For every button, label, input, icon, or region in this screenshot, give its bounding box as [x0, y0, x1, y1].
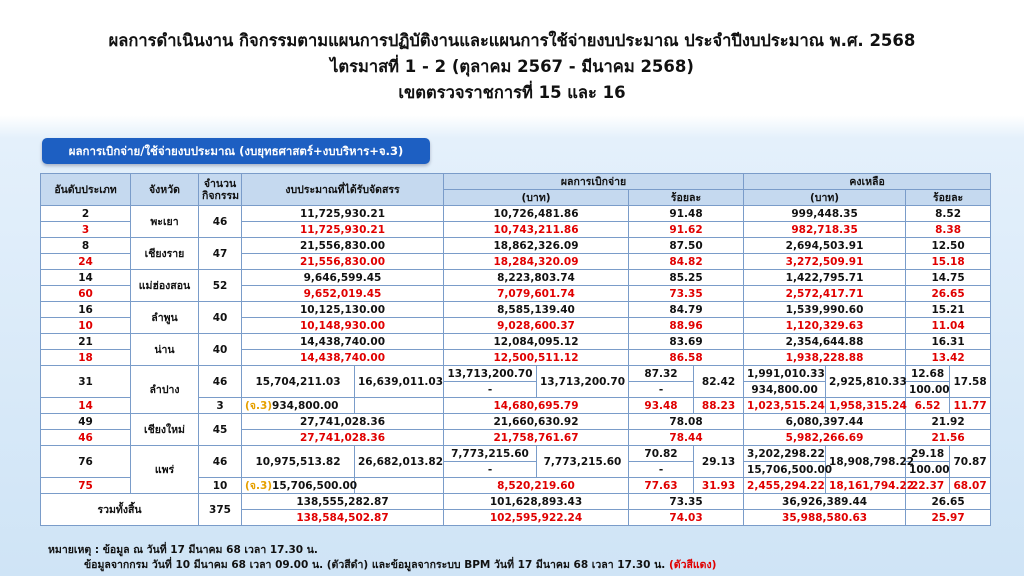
remaining-cell: 2,572,417.71	[744, 286, 906, 302]
disbursed-cell: 7,773,215.60	[444, 446, 537, 462]
remaining-cell: 1,422,795.71	[744, 270, 906, 286]
header-disb-baht: (บาท)	[444, 190, 629, 206]
remaining-cell: 1,120,329.63	[744, 318, 906, 334]
budget-cell: 138,555,282.87	[242, 494, 444, 510]
header-activities: จำนวนกิจกรรม	[199, 174, 242, 206]
page-title: ผลการดำเนินงาน กิจกรรมตามแผนการปฏิบัติงานและแผนการใช้จ่ายงบประมาณ ประจำปีงบประมาณ พ.ศ. 2568	[108, 31, 916, 50]
remaining-percent-total-cell: 70.87	[950, 446, 991, 478]
remaining-percent-cell: 25.97	[906, 510, 991, 526]
table-row	[41, 366, 991, 382]
disbursed-percent-total-cell: 29.13	[694, 446, 744, 478]
rank-cell: 3	[41, 222, 131, 238]
budget-cell: 14,438,740.00	[242, 334, 444, 350]
disbursed-percent-cell: 91.62	[629, 222, 744, 238]
disbursed-percent-cell: 84.79	[629, 302, 744, 318]
total-label: รวมทั้งสิ้น	[41, 494, 199, 526]
remaining-percent-total-cell: 17.58	[950, 366, 991, 398]
disbursed-cell: 7,079,601.74	[444, 286, 629, 302]
province-cell: เชียงราย	[131, 238, 199, 270]
remaining-percent-cell: 21.56	[906, 430, 991, 446]
header-rank: อันดับประเภท	[41, 174, 131, 206]
title-block	[0, 28, 1024, 106]
rank-cell: 31	[41, 366, 131, 398]
remaining-percent-cell: 11.04	[906, 318, 991, 334]
remaining-total-cell: 2,925,810.33	[826, 366, 906, 398]
disbursed-cell: 102,595,922.24	[444, 510, 629, 526]
rank-cell: 16	[41, 302, 131, 318]
disbursed-cell: 10,726,481.86	[444, 206, 629, 222]
remaining-cell: 2,455,294.22	[744, 478, 826, 494]
header-budget: งบประมาณที่ได้รับจัดสรร	[242, 174, 444, 206]
remaining-cell: 5,982,266.69	[744, 430, 906, 446]
disbursed-percent-total-cell: 31.93	[694, 478, 744, 494]
activity-count-cell: 46	[199, 366, 242, 398]
activity-count-cell: 40	[199, 302, 242, 334]
disbursed-total-cell: 7,773,215.60	[537, 446, 629, 478]
remaining-cell: 2,354,644.88	[744, 334, 906, 350]
remaining-total-cell: 1,958,315.24	[826, 398, 906, 414]
budget-cell: 21,556,830.00	[242, 238, 444, 254]
rank-cell: 60	[41, 286, 131, 302]
section-label-button[interactable]: ผลการเบิกจ่าย/ใช้จ่ายงบประมาณ (งบยุทธศาสตร์+งบบริหาร+จ.3)	[42, 138, 430, 164]
remaining-percent-cell: 26.65	[906, 286, 991, 302]
rank-cell: 76	[41, 446, 131, 478]
remaining-percent-cell: 8.52	[906, 206, 991, 222]
remaining-cell: 15,706,500.00	[744, 462, 826, 478]
budget-table	[40, 173, 991, 526]
disbursed-cell: 8,223,803.74	[444, 270, 629, 286]
empty-cell	[355, 478, 444, 494]
remaining-percent-cell: 26.65	[906, 494, 991, 510]
disbursed-percent-cell: 88.96	[629, 318, 744, 334]
budget-cell: 10,125,130.00	[242, 302, 444, 318]
budget-cell: 14,438,740.00	[242, 350, 444, 366]
remaining-percent-cell: 6.52	[906, 398, 950, 414]
remaining-percent-cell: 29.18	[906, 446, 950, 462]
note-line-1: หมายเหตุ : ข้อมูล ณ วันที่ 17 มีนาคม 68 เวลา 17.30 น.	[48, 544, 318, 556]
remaining-percent-cell: 100.00	[906, 462, 950, 478]
remaining-percent-cell: 15.21	[906, 302, 991, 318]
rank-cell: 49	[41, 414, 131, 430]
disbursed-percent-cell: 70.82	[629, 446, 694, 462]
rank-cell: 21	[41, 334, 131, 350]
header-row-1	[41, 174, 991, 190]
note-line-2	[84, 556, 716, 573]
disbursed-percent-cell: 86.58	[629, 350, 744, 366]
page-subtitle-region: เขตตรวจราชการที่ 15 และ 16	[398, 83, 626, 102]
activity-count-cell: 46	[199, 206, 242, 238]
rank-cell: 10	[41, 318, 131, 334]
activity-count-cell: 47	[199, 238, 242, 270]
disbursed-percent-cell: 78.44	[629, 430, 744, 446]
rank-cell: 14	[41, 270, 131, 286]
j3-prefix: (จ.3)	[245, 479, 273, 492]
remaining-percent-total-cell: 11.77	[950, 398, 991, 414]
remaining-cell: 999,448.35	[744, 206, 906, 222]
remaining-percent-cell: 16.31	[906, 334, 991, 350]
rank-cell: 18	[41, 350, 131, 366]
disbursed-percent-cell: 93.48	[629, 398, 694, 414]
budget-j3-cell	[242, 398, 355, 414]
remaining-cell: 1,539,990.60	[744, 302, 906, 318]
disbursed-cell: 14,680,695.79	[444, 398, 629, 414]
disbursed-cell: 21,758,761.67	[444, 430, 629, 446]
remaining-cell: 934,800.00	[744, 382, 826, 398]
disbursed-cell: 8,585,139.40	[444, 302, 629, 318]
header-disbursed: ผลการเบิกจ่าย	[444, 174, 744, 190]
remaining-total-cell: 18,161,794.22	[826, 478, 906, 494]
header-disb-percent: ร้อยละ	[629, 190, 744, 206]
disbursed-percent-cell: 74.03	[629, 510, 744, 526]
remaining-percent-cell: 15.18	[906, 254, 991, 270]
disbursed-cell: 21,660,630.92	[444, 414, 629, 430]
disbursed-percent-total-cell: 88.23	[694, 398, 744, 414]
budget-cell: 15,704,211.03	[242, 366, 355, 398]
table-row	[41, 334, 991, 350]
table-row	[41, 414, 991, 430]
disbursed-cell: 12,084,095.12	[444, 334, 629, 350]
disbursed-percent-total-cell: 82.42	[694, 366, 744, 398]
table-row	[41, 238, 991, 254]
disbursed-percent-cell: -	[629, 462, 694, 478]
remaining-percent-cell: 14.75	[906, 270, 991, 286]
disbursed-cell: 9,028,600.37	[444, 318, 629, 334]
rank-cell: 24	[41, 254, 131, 270]
table-row	[41, 302, 991, 318]
disbursed-cell: 12,500,511.12	[444, 350, 629, 366]
rank-cell: 46	[41, 430, 131, 446]
header-rem-percent: ร้อยละ	[906, 190, 991, 206]
disbursed-cell: -	[444, 462, 537, 478]
j3-prefix: (จ.3)	[245, 399, 273, 412]
budget-cell: 27,741,028.36	[242, 414, 444, 430]
remaining-percent-cell: 21.92	[906, 414, 991, 430]
table-row	[41, 206, 991, 222]
remaining-cell: 1,023,515.24	[744, 398, 826, 414]
rank-cell: 2	[41, 206, 131, 222]
note-line-2-red: (ตัวสีแดง)	[668, 559, 717, 571]
activity-count-cell: 3	[199, 398, 242, 414]
budget-total-cell: 16,639,011.03	[355, 366, 444, 398]
rank-cell: 14	[41, 398, 131, 414]
disbursed-cell: -	[444, 382, 537, 398]
budget-cell: 11,725,930.21	[242, 206, 444, 222]
disbursed-percent-cell: 91.48	[629, 206, 744, 222]
disbursed-cell: 101,628,893.43	[444, 494, 629, 510]
disbursed-percent-cell: 73.35	[629, 494, 744, 510]
province-cell: พะเยา	[131, 206, 199, 238]
disbursed-percent-cell: 87.50	[629, 238, 744, 254]
disbursed-percent-cell: 78.08	[629, 414, 744, 430]
disbursed-percent-cell: 85.25	[629, 270, 744, 286]
budget-cell: 138,584,502.87	[242, 510, 444, 526]
remaining-cell: 6,080,397.44	[744, 414, 906, 430]
disbursed-percent-cell: 84.82	[629, 254, 744, 270]
j3-budget: 934,800.00	[272, 399, 339, 412]
table-row	[41, 446, 991, 462]
disbursed-cell: 8,520,219.60	[444, 478, 629, 494]
disbursed-cell: 13,713,200.70	[444, 366, 537, 382]
disbursed-percent-cell: 73.35	[629, 286, 744, 302]
remaining-cell: 36,926,389.44	[744, 494, 906, 510]
disbursed-total-cell: 13,713,200.70	[537, 366, 629, 398]
remaining-percent-cell: 12.50	[906, 238, 991, 254]
remaining-cell: 982,718.35	[744, 222, 906, 238]
budget-cell: 10,148,930.00	[242, 318, 444, 334]
empty-cell	[355, 398, 444, 414]
remaining-percent-cell: 22.37	[906, 478, 950, 494]
total-count-cell: 375	[199, 494, 242, 526]
remaining-total-cell: 18,908,798.22	[826, 446, 906, 478]
remaining-cell: 1,991,010.33	[744, 366, 826, 382]
page-subtitle-quarter: ไตรมาสที่ 1 - 2 (ตุลาคม 2567 - มีนาคม 2568)	[330, 57, 694, 76]
table-row	[41, 270, 991, 286]
budget-cell: 9,646,599.45	[242, 270, 444, 286]
remaining-percent-cell: 12.68	[906, 366, 950, 382]
province-cell: แพร่	[131, 446, 199, 494]
header-rem-baht: (บาท)	[744, 190, 906, 206]
activity-count-cell: 45	[199, 414, 242, 446]
budget-cell: 10,975,513.82	[242, 446, 355, 478]
note-line-2-text: ข้อมูลจากกรม วันที่ 10 มีนาคม 68 เวลา 09.00 น. (ตัวสีดำ) และข้อมูลจากระบบ BPM วันที่ 17 มีนาคม 68 เวลา 17.30 น.	[84, 559, 666, 571]
remaining-percent-cell: 13.42	[906, 350, 991, 366]
remaining-percent-cell: 8.38	[906, 222, 991, 238]
province-cell: ลำพูน	[131, 302, 199, 334]
budget-cell: 21,556,830.00	[242, 254, 444, 270]
remaining-cell: 2,694,503.91	[744, 238, 906, 254]
province-cell: น่าน	[131, 334, 199, 366]
disbursed-cell: 10,743,211.86	[444, 222, 629, 238]
remaining-cell: 1,938,228.88	[744, 350, 906, 366]
budget-cell: 11,725,930.21	[242, 222, 444, 238]
disbursed-percent-cell: 77.63	[629, 478, 694, 494]
header-remaining: คงเหลือ	[744, 174, 991, 190]
total-row	[41, 494, 991, 510]
activity-count-cell: 46	[199, 446, 242, 478]
rank-cell: 8	[41, 238, 131, 254]
activity-count-cell: 40	[199, 334, 242, 366]
disbursed-cell: 18,862,326.09	[444, 238, 629, 254]
budget-cell: 27,741,028.36	[242, 430, 444, 446]
activity-count-cell: 10	[199, 478, 242, 494]
budget-j3-cell	[242, 478, 358, 494]
disbursed-percent-cell: -	[629, 382, 694, 398]
disbursed-cell: 18,284,320.09	[444, 254, 629, 270]
header-province: จังหวัด	[131, 174, 199, 206]
disbursed-percent-cell: 87.32	[629, 366, 694, 382]
remaining-cell: 3,272,509.91	[744, 254, 906, 270]
j3-budget: 15,706,500.00	[272, 479, 358, 492]
province-cell: เชียงใหม่	[131, 414, 199, 446]
budget-total-cell: 26,682,013.82	[355, 446, 444, 478]
budget-cell: 9,652,019.45	[242, 286, 444, 302]
remaining-cell: 35,988,580.63	[744, 510, 906, 526]
rank-cell: 75	[41, 478, 131, 494]
province-cell: ลำปาง	[131, 366, 199, 414]
disbursed-percent-cell: 83.69	[629, 334, 744, 350]
remaining-cell: 3,202,298.22	[744, 446, 826, 462]
province-cell: แม่ฮ่องสอน	[131, 270, 199, 302]
remaining-percent-cell: 100.00	[906, 382, 950, 398]
activity-count-cell: 52	[199, 270, 242, 302]
remaining-percent-total-cell: 68.07	[950, 478, 991, 494]
